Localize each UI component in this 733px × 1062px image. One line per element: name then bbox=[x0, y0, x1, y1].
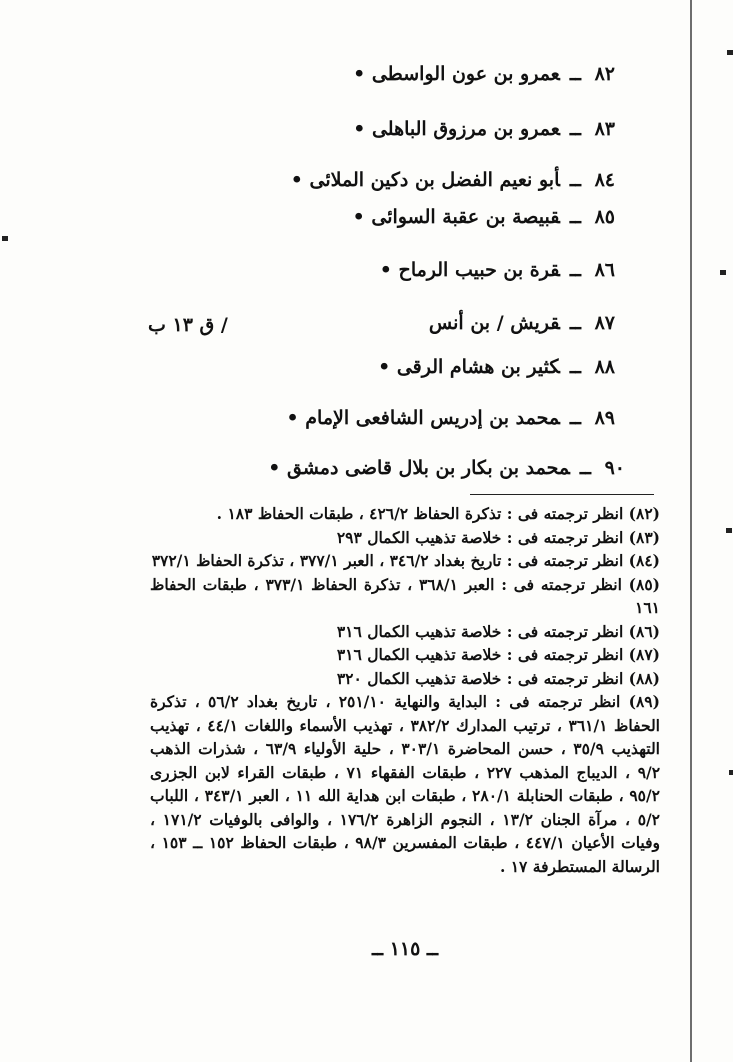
entry-90 bbox=[268, 454, 625, 482]
entry-name: كثير بن هشام الرقى • bbox=[378, 356, 560, 378]
entry-89 bbox=[287, 404, 615, 432]
footnote-separator bbox=[470, 494, 654, 495]
entry-83 bbox=[353, 115, 615, 143]
margin-mark bbox=[720, 270, 726, 275]
entry-number: ٨٥ bbox=[594, 206, 615, 228]
entry-name: قرة بن حبيب الرماح • bbox=[379, 259, 560, 281]
footnote-87: (٨٧) انظر ترجمته فى : خلاصة تذهيب الكمال ٣١٦ bbox=[336, 645, 660, 664]
entry-name: عمرو بن عون الواسطى • bbox=[353, 63, 560, 85]
entry-dash: ــ bbox=[569, 118, 581, 140]
entry-number: ٨٨ bbox=[594, 356, 615, 378]
entry-82 bbox=[353, 60, 615, 88]
footnote-86: (٨٦) انظر ترجمته فى : خلاصة تذهيب الكمال ٣١٦ bbox=[336, 621, 660, 641]
footnote-89: (٨٩) انظر ترجمته فى : البداية والنهاية ٢٥١/١٠ ، تاريخ بغداد ٥٦/٢ ، تذكرة الحفاظ ٣٦١/١ ، ترتيب المدارك ٣٨٢/٢ ، تهذيب الأسماء واللغات ٤٤/١ ، تهذيب التهذيب ٣٥/٩ ، حسن المحاضرة ٣٠٣/١ ، حلية الأولياء ٦٣/٩ ، شذرات الذهب ٩/٢ ، الديباج المذهب ٢٢٧ ، طبقات الفقهاء ٧١ ، طبقات القراء لابن الجزرى ٩٥/٢ ، طبقات الحنابلة ٢٨٠/١ ، طبقات ابن هداية الله ١١ ، العبر ٣٤٣/١ ، اللباب ٥/٢ ، مرآة الجنان ١٣/٢ ، النجوم الزاهرة ١٧٦/٢ ، والوافى بالوفيات ١٧١/٢ ، وفيات الأعيان ٤٤٧/١ ، طبقات المفسرين ٩٨/٣ ، طبقات الحفاظ ١٥٢ ــ ١٥٣ ، الرسالة المستطرفة ١٧ . bbox=[150, 692, 661, 876]
entry-number: ٨٩ bbox=[594, 407, 615, 429]
entry-85 bbox=[353, 203, 615, 231]
margin-mark bbox=[727, 50, 733, 55]
margin-mark bbox=[2, 236, 8, 241]
entry-84 bbox=[291, 166, 615, 194]
entry-number: ٨٧ bbox=[594, 312, 615, 334]
entry-dash: ــ bbox=[569, 259, 581, 281]
entry-name: محمد بن إدريس الشافعى الإمام • bbox=[286, 407, 560, 429]
entry-name: محمد بن بكار بن بلال قاضى دمشق • bbox=[268, 457, 570, 479]
entry-86 bbox=[380, 256, 615, 284]
manuscript-folio-note: / ق ١٣ ب bbox=[148, 314, 228, 336]
footnote-82: (٨٢) انظر ترجمته فى : تذكرة الحفاظ ٤٢٦/٢ ، طبقات الحفاظ ١٨٣ . bbox=[216, 504, 660, 523]
entry-dash: ــ bbox=[569, 312, 581, 334]
footnote-84: (٨٤) انظر ترجمته فى : تاريخ بغداد ٣٤٦/٢ ، العبر ٣٧٧/١ ، تذكرة الحفاظ ٣٧٢/١ bbox=[151, 551, 660, 570]
page-number: ــ ١١٥ ــ bbox=[371, 938, 439, 960]
margin-mark bbox=[729, 770, 733, 775]
footnotes bbox=[150, 502, 660, 878]
footnote-85: (٨٥) انظر ترجمته فى : العبر ٣٦٨/١ ، تذكرة الحفاظ ٣٧٣/١ ، طبقات الحفاظ ١٦١ bbox=[150, 574, 660, 617]
entry-name: أبو نعيم الفضل بن دكين الملائى • bbox=[290, 169, 560, 191]
entry-dash: ــ bbox=[569, 63, 581, 85]
entry-87 bbox=[429, 309, 615, 337]
entry-dash: ــ bbox=[569, 356, 581, 378]
entry-name: قريش / بن أنس bbox=[428, 312, 560, 334]
entry-dash: ــ bbox=[569, 206, 581, 228]
entry-dash: ــ bbox=[569, 407, 581, 429]
entry-number: ٨٣ bbox=[594, 118, 615, 140]
entry-number: ٨٦ bbox=[594, 259, 615, 281]
entry-name: قبيصة بن عقبة السوائى • bbox=[352, 206, 560, 228]
footnote-88: (٨٨) انظر ترجمته فى : خلاصة تذهيب الكمال ٣٢٠ bbox=[336, 668, 660, 688]
entry-dash: ــ bbox=[569, 169, 581, 191]
entry-name: عمرو بن مرزوق الباهلى • bbox=[353, 118, 560, 140]
page-edge-line bbox=[690, 0, 692, 1062]
entry-number: ٨٢ bbox=[594, 63, 615, 85]
entry-88 bbox=[378, 353, 615, 381]
margin-mark bbox=[726, 528, 732, 533]
footnote-83: (٨٣) انظر ترجمته فى : خلاصة تذهيب الكمال ٢٩٣ bbox=[336, 527, 660, 547]
entry-dash: ــ bbox=[579, 457, 591, 479]
entry-number: ٨٤ bbox=[594, 169, 615, 191]
entry-number: ٩٠ bbox=[604, 457, 625, 479]
